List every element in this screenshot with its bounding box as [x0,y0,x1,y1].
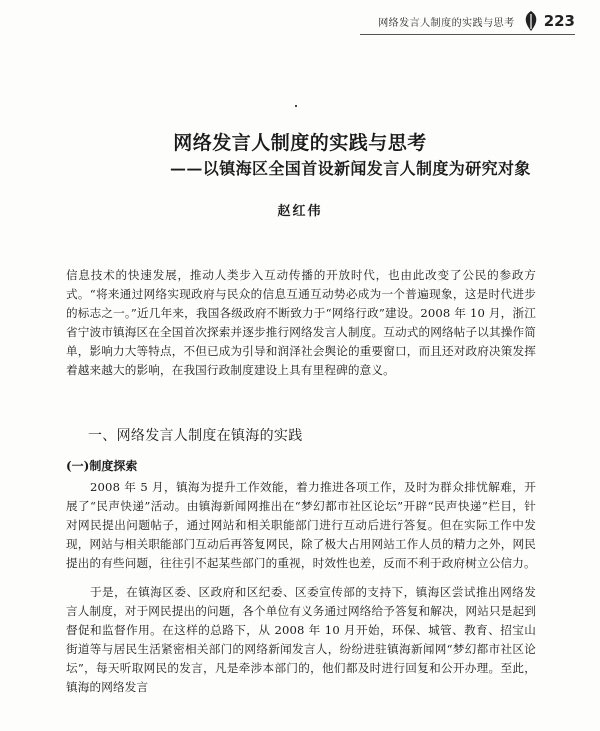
author-name: 赵红伟 [277,204,323,219]
article-title: 网络发言人制度的实践与思考 [173,132,427,154]
body-paragraph: 2008 年 5 月，镇海为提升工作效能，着力推进各项工作，及时为群众排忧解难，开展了“民声快递”活动。由镇海新闻网推出在“梦幻都市社区论坛”开辟“民声快递”栏目，针对网民提出问题帖子，通过网站和相关职能部门进行互动后进行答复。但在实际工作中发现，网站与相关职能部门互动后再答复网民，除了极大占用网站工作人员的精力之外，网民提出的有些问题，往往引不起某些部门的重视，时效性也差，反而不利于政府树立公信力。 [66,480,536,570]
print-speck [295,105,297,107]
abstract-paragraph: 信息技术的快速发展，推动人类步入互动传播的开放时代，也由此改变了公民的参政方式。“将来通过网络实现政府与民众的信息互通互动势必成为一个普遍现象，这是时代进步的标志之一。”近几年来，我国各级政府不断致力于“网络行政”建设。2008 年 10 月，浙江省宁波市镇海区在全国首次探索并逐步推行网络发言人制度。互动式的网络帖子以其操作简单，影响力大等特点，不但已成为引导和润泽社会舆论的重要窗口，而且还对政府决策发挥着越来越大的影响，在我国行政制度建设上具有里程碑的意义。 [66,268,536,377]
section-heading: 一、网络发言人制度在镇海的实践 [88,428,303,444]
running-title: 网络发言人制度的实践与思考 [378,17,515,29]
subsection-heading: (一)制度探索 [66,459,138,473]
running-header [360,8,575,34]
header-rule [360,34,575,35]
page-number: 223 [543,12,575,30]
article-subtitle: ——以镇海区全国首设新闻发言人制度为研究对象 [170,159,531,178]
leaf-ornament-icon [521,10,541,32]
body-paragraph: 于是，在镇海区委、区政府和区纪委、区委宣传部的支持下，镇海区尝试推出网络发言人制度，对于网民提出的问题，各个单位有义务通过网络给予答复和解决，网站只是起到督促和监督作用。在这样的总路下，从 2008 年 10 月开始，环保、城管、教育、招宝山街道等与居民生活紧密相关部门的网络新闻发言人，纷纷进驻镇海新闻网“梦幻都市社区论坛”，每天听取网民的发言，凡是牵涉本部门的，他们都及时进行回复和公开办理。至此，镇海的网络发言 [66,585,536,694]
